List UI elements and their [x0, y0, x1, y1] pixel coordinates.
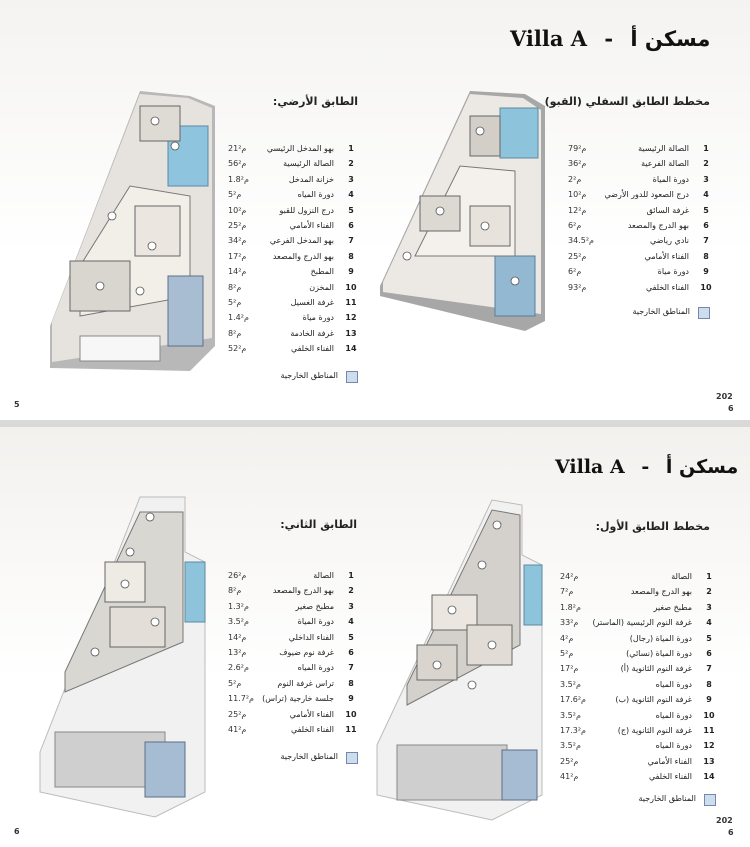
room-name: غرفة النوم الثانوية (أ): [620, 664, 692, 674]
room-name: الفناء الأمامي: [644, 251, 689, 261]
room-name: بهو المدخل الرئيسي: [266, 144, 334, 153]
room-row: [560, 726, 716, 738]
page-number-right-top: 202: [716, 392, 733, 401]
room-name: الفناء الداخلي: [288, 632, 334, 642]
room-row: [228, 679, 358, 691]
title-latin: Villa A: [510, 26, 588, 51]
brochure-page-1: [0, 0, 750, 420]
room-row: [228, 252, 358, 264]
room-number: 8: [348, 251, 354, 261]
room-area: 3.5م²: [228, 617, 249, 627]
room-number: 9: [348, 267, 354, 277]
room-name: دورة المياة (رجال): [629, 633, 692, 643]
page-number-left: 5: [14, 400, 20, 409]
room-name: بهو الدرج والمصعد: [627, 221, 689, 230]
first-floor-room-list: [560, 572, 716, 788]
room-area: 10م²: [228, 205, 247, 215]
room-number: 2: [703, 159, 709, 169]
room-row: [568, 206, 713, 218]
room-name: مطبخ صغير: [653, 602, 692, 612]
title-arabic: مسكن أ: [665, 456, 739, 478]
room-number: 13: [703, 756, 715, 766]
room-name: الفناء الخلفي: [290, 725, 334, 734]
title-latin: Villa A: [555, 456, 625, 478]
room-number: 6: [703, 221, 709, 230]
room-name: الصالة الفرعية: [641, 159, 689, 169]
legend-label: المناطق الخارجية: [632, 307, 690, 316]
room-number: 5: [703, 205, 709, 215]
exterior-area-swatch: [698, 307, 710, 319]
room-area: 6م²: [568, 221, 582, 230]
room-row: [568, 221, 713, 233]
room-name: دورة المياة: [297, 617, 334, 627]
room-area: 17.6م²: [560, 695, 586, 705]
room-name: دورة مياة: [657, 267, 689, 277]
room-name: تراس غرفة النوم: [277, 678, 334, 688]
room-name: الصالة: [671, 572, 692, 581]
brochure-page-2: [0, 427, 750, 847]
room-row: [560, 711, 716, 723]
first-floor-plan-image: [372, 495, 562, 825]
room-area: 5م²: [560, 649, 574, 658]
basement-plan-image: [375, 86, 555, 336]
room-area: 3.5م²: [560, 679, 581, 689]
room-row: [228, 175, 358, 187]
room-area: 25م²: [568, 251, 587, 261]
room-number: 13: [345, 328, 357, 338]
room-name: دورة المياه: [655, 710, 692, 720]
page-title: [555, 456, 738, 478]
room-name: غرفة النوم الثانوية (ج): [617, 726, 692, 735]
room-name: دورة المياه: [297, 663, 334, 673]
room-area: 7م²: [560, 587, 574, 597]
room-row: [568, 190, 713, 202]
ground-floor-room-list: [228, 144, 358, 360]
room-row: [560, 741, 716, 753]
room-row: [568, 159, 713, 171]
room-row: [228, 694, 358, 706]
room-name: جلسة خارجية (تراس): [262, 694, 334, 704]
room-area: 2.6م²: [228, 663, 249, 673]
room-number: 12: [703, 741, 715, 751]
basement-legend: [590, 307, 710, 319]
room-name: دورة المياه: [655, 679, 692, 689]
room-row: [568, 144, 713, 156]
room-row: [228, 648, 358, 660]
room-row: [228, 617, 358, 629]
room-area: 8م²: [228, 282, 242, 292]
room-number: 6: [706, 649, 712, 658]
room-row: [228, 236, 358, 248]
room-row: [560, 618, 716, 630]
room-number: 3: [348, 601, 354, 611]
room-row: [568, 175, 713, 187]
room-row: [228, 344, 358, 356]
room-area: 14م²: [228, 267, 247, 277]
room-row: [228, 663, 358, 675]
room-number: 5: [348, 632, 354, 642]
room-number: 7: [703, 236, 709, 246]
room-number: 5: [348, 205, 354, 215]
room-name: الصالة: [313, 571, 334, 580]
room-area: 1.8م²: [228, 174, 249, 184]
room-area: 36م²: [568, 159, 587, 169]
room-number: 4: [348, 617, 354, 627]
room-name: درج النزول للقبو: [279, 205, 334, 215]
room-name: الفناء الأمامي: [289, 709, 334, 719]
page-number-right-bottom: 6: [728, 404, 734, 413]
room-row: [560, 695, 716, 707]
room-number: 4: [703, 190, 709, 200]
room-area: 17م²: [228, 251, 247, 261]
room-area: 2م²: [568, 174, 582, 184]
room-number: 7: [706, 664, 712, 674]
room-area: 56م²: [228, 159, 247, 169]
room-number: 10: [700, 282, 712, 292]
room-row: [568, 252, 713, 264]
room-number: 5: [706, 633, 712, 643]
room-row: [560, 587, 716, 599]
room-name: الفناء الخلفي: [648, 772, 692, 782]
room-area: 6م²: [568, 267, 582, 277]
room-name: دورة المياه: [297, 190, 334, 200]
room-area: 1.8م²: [560, 602, 581, 612]
room-area: 25م²: [228, 709, 247, 719]
room-row: [560, 572, 716, 584]
room-name: الفناء الخلفي: [645, 282, 689, 292]
room-area: 41م²: [560, 772, 579, 782]
room-number: 8: [703, 251, 709, 261]
room-area: 1.4م²: [228, 313, 249, 323]
room-area: 33م²: [560, 618, 579, 628]
room-name: مطبخ صغير: [295, 601, 334, 611]
room-name: غرفة الخادمة: [290, 328, 334, 338]
room-number: 10: [345, 282, 357, 292]
legend-label: المناطق الخارجية: [638, 794, 696, 803]
room-row: [560, 680, 716, 692]
room-name: بهو المدخل الفرعي: [269, 236, 334, 246]
room-area: 14م²: [228, 632, 247, 642]
room-number: 10: [345, 709, 357, 719]
room-row: [560, 634, 716, 646]
first-floor-legend: [610, 794, 716, 806]
room-area: 25م²: [560, 756, 579, 766]
room-number: 12: [345, 313, 357, 323]
room-number: 7: [348, 236, 354, 246]
room-number: 2: [348, 586, 354, 596]
room-row: [568, 267, 713, 279]
room-row: [228, 159, 358, 171]
room-name: المخزن: [309, 282, 334, 292]
room-number: 1: [706, 572, 712, 581]
room-row: [560, 757, 716, 769]
room-name: دورة مياة: [302, 313, 334, 323]
legend-label: المناطق الخارجية: [280, 752, 338, 761]
room-area: 3.5م²: [560, 710, 581, 720]
room-area: 52م²: [228, 344, 247, 354]
room-number: 14: [703, 772, 715, 782]
room-row: [228, 206, 358, 218]
room-row: [228, 329, 358, 341]
room-area: 79م²: [568, 144, 587, 153]
room-number: 14: [345, 344, 357, 354]
room-name: بهو الدرج والمصعد: [272, 251, 334, 261]
room-row: [228, 190, 358, 202]
ground-floor-plan-image: [40, 86, 225, 376]
page-title: [510, 26, 710, 51]
room-number: 4: [348, 190, 354, 200]
room-number: 11: [703, 726, 715, 735]
room-name: دورة المياة: [652, 174, 689, 184]
room-number: 11: [345, 298, 357, 307]
room-row: [228, 571, 358, 583]
room-area: 5م²: [228, 190, 242, 200]
room-name: درج الصعود للدور الأرضي: [604, 190, 689, 200]
room-row: [228, 144, 358, 156]
room-name: الصالة الرئيسية: [283, 159, 334, 169]
ground-floor-title: الطابق الأرضي:: [272, 95, 358, 108]
room-name: خزانة المدخل: [288, 174, 334, 184]
room-row: [228, 586, 358, 598]
room-number: 6: [348, 221, 354, 230]
room-area: 26م²: [228, 571, 247, 580]
room-number: 3: [348, 174, 354, 184]
room-number: 9: [703, 267, 709, 277]
room-name: غرفة النوم الرئيسية (الماستر): [592, 618, 692, 628]
room-area: 12م²: [568, 205, 587, 215]
room-row: [228, 267, 358, 279]
room-name: غرفة نوم ضيوف: [279, 648, 334, 657]
room-name: الفناء الأمامي: [647, 756, 692, 766]
room-number: 1: [348, 144, 354, 153]
room-area: 25م²: [228, 221, 247, 230]
room-area: 93م²: [568, 282, 587, 292]
room-number: 3: [703, 174, 709, 184]
page-number-right-top: 202: [716, 816, 733, 825]
room-row: [568, 283, 713, 295]
room-area: 13م²: [228, 648, 247, 657]
room-row: [228, 725, 358, 737]
room-name: الصالة الرئيسية: [638, 144, 689, 153]
room-area: 41م²: [228, 725, 247, 734]
room-row: [560, 603, 716, 615]
room-row: [228, 221, 358, 233]
room-number: 1: [703, 144, 709, 153]
room-area: 17.3م²: [560, 726, 586, 735]
room-area: 10م²: [568, 190, 587, 200]
room-area: 34م²: [228, 236, 247, 246]
room-area: 17م²: [560, 664, 579, 674]
room-name: غرفة الغسيل: [290, 298, 334, 307]
page-number-left: 6: [14, 827, 20, 836]
room-area: 3.5م²: [560, 741, 581, 751]
room-name: نادي رياضي: [649, 236, 689, 246]
room-row: [560, 772, 716, 784]
second-floor-plan-image: [35, 492, 210, 822]
room-number: 9: [348, 694, 354, 704]
room-row: [560, 649, 716, 661]
room-row: [228, 313, 358, 325]
room-area: 34.5م²: [568, 236, 594, 246]
room-number: 2: [706, 587, 712, 597]
title-dash: -: [641, 456, 650, 478]
room-number: 1: [348, 571, 354, 580]
room-name: الفناء الخلفي: [290, 344, 334, 354]
basement-room-list: [568, 144, 713, 300]
room-area: 5م²: [228, 678, 242, 688]
room-row: [228, 298, 358, 310]
room-number: 11: [345, 725, 357, 734]
room-name: دورة المياه: [655, 741, 692, 751]
room-number: 7: [348, 663, 354, 673]
room-area: 24م²: [560, 572, 579, 581]
room-area: 5م²: [228, 298, 242, 307]
room-area: 11.7م²: [228, 694, 254, 704]
second-floor-title: الطابق الثاني:: [280, 518, 357, 531]
room-name: دورة المياة (نسائي): [626, 649, 692, 658]
title-dash: -: [604, 26, 614, 51]
room-row: [228, 602, 358, 614]
ground-floor-legend: [240, 371, 358, 383]
exterior-area-swatch: [346, 371, 358, 383]
room-name: بهو الدرج والمصعد: [272, 586, 334, 596]
room-name: الفناء الأمامي: [289, 221, 334, 230]
exterior-area-swatch: [346, 752, 358, 764]
room-row: [568, 236, 713, 248]
room-name: بهو الدرج والمصعد: [630, 587, 692, 597]
second-floor-legend: [240, 752, 358, 764]
room-area: 4م²: [560, 633, 574, 643]
room-area: 8م²: [228, 586, 242, 596]
room-number: 4: [706, 618, 712, 628]
room-name: غرفة النوم الثانوية (ب): [615, 695, 692, 705]
page-number-right-bottom: 6: [728, 828, 734, 837]
room-number: 9: [706, 695, 712, 705]
room-row: [228, 283, 358, 295]
room-number: 10: [703, 710, 715, 720]
first-floor-title: مخطط الطابق الأول:: [595, 520, 710, 533]
room-name: المطبخ: [310, 267, 334, 277]
second-floor-room-list: [228, 571, 358, 739]
room-area: 8م²: [228, 328, 242, 338]
room-area: 21م²: [228, 144, 247, 153]
room-row: [228, 633, 358, 645]
room-number: 2: [348, 159, 354, 169]
room-number: 3: [706, 602, 712, 612]
room-number: 6: [348, 648, 354, 657]
room-name: غرفة السائق: [646, 205, 689, 215]
room-row: [560, 664, 716, 676]
room-row: [228, 710, 358, 722]
exterior-area-swatch: [704, 794, 716, 806]
room-area: 1.3م²: [228, 601, 249, 611]
title-arabic: مسكن أ: [630, 27, 711, 51]
legend-label: المناطق الخارجية: [280, 371, 338, 380]
room-number: 8: [706, 679, 712, 689]
basement-title: مخطط الطابق السفلي (القبو): [544, 95, 710, 108]
room-number: 8: [348, 678, 354, 688]
